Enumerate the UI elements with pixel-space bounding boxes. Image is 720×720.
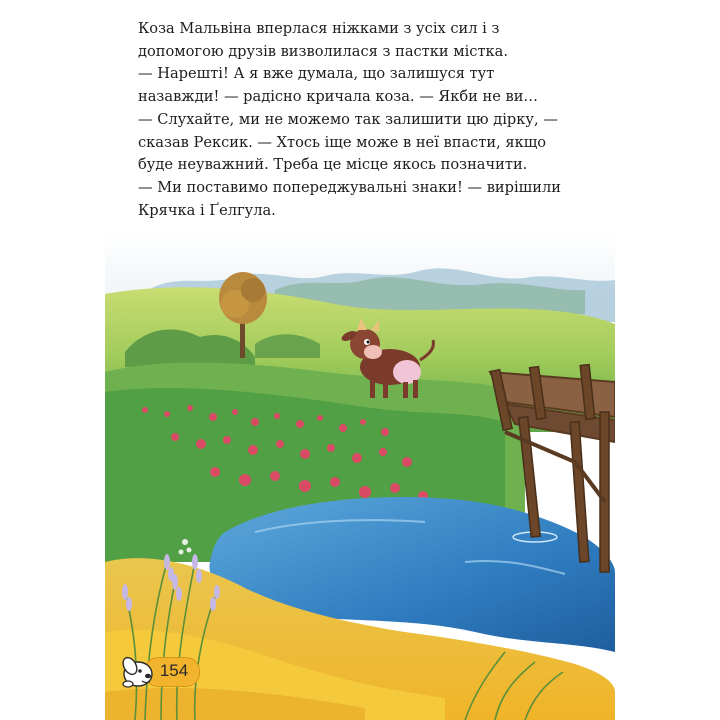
story-line: сказав Рексик. — Хтось іще може в неї впасти, якщо — [138, 133, 547, 151]
story-line: — Ми поставимо попереджувальні знаки! — вирішили — [138, 178, 561, 196]
story-line: — Нарешті! А я вже думала, що залишуся тут — [138, 65, 495, 83]
page-number — [118, 650, 200, 692]
meadow-river-bridge-goat-illustration — [105, 232, 615, 720]
story-line: Крячка і Ґелгула. — [138, 201, 276, 219]
story-line: Коза Мальвіна вперлася ніжками з усіх сил і з — [138, 20, 500, 37]
story-line: допомогою друзів визволилася з пастки містка. — [138, 42, 508, 60]
story-line: буде неуважний. Треба це місце якось позначити. — [138, 156, 528, 174]
story-line: назавжди! — радісно кричала коза. — Якби не ви… — [138, 88, 539, 106]
dog-icon — [118, 650, 160, 692]
story-text — [138, 18, 588, 222]
page-number-value: 154 — [159, 661, 189, 680]
story-line: — Слухайте, ми не можемо так залишити цю дірку, — — [138, 110, 558, 128]
